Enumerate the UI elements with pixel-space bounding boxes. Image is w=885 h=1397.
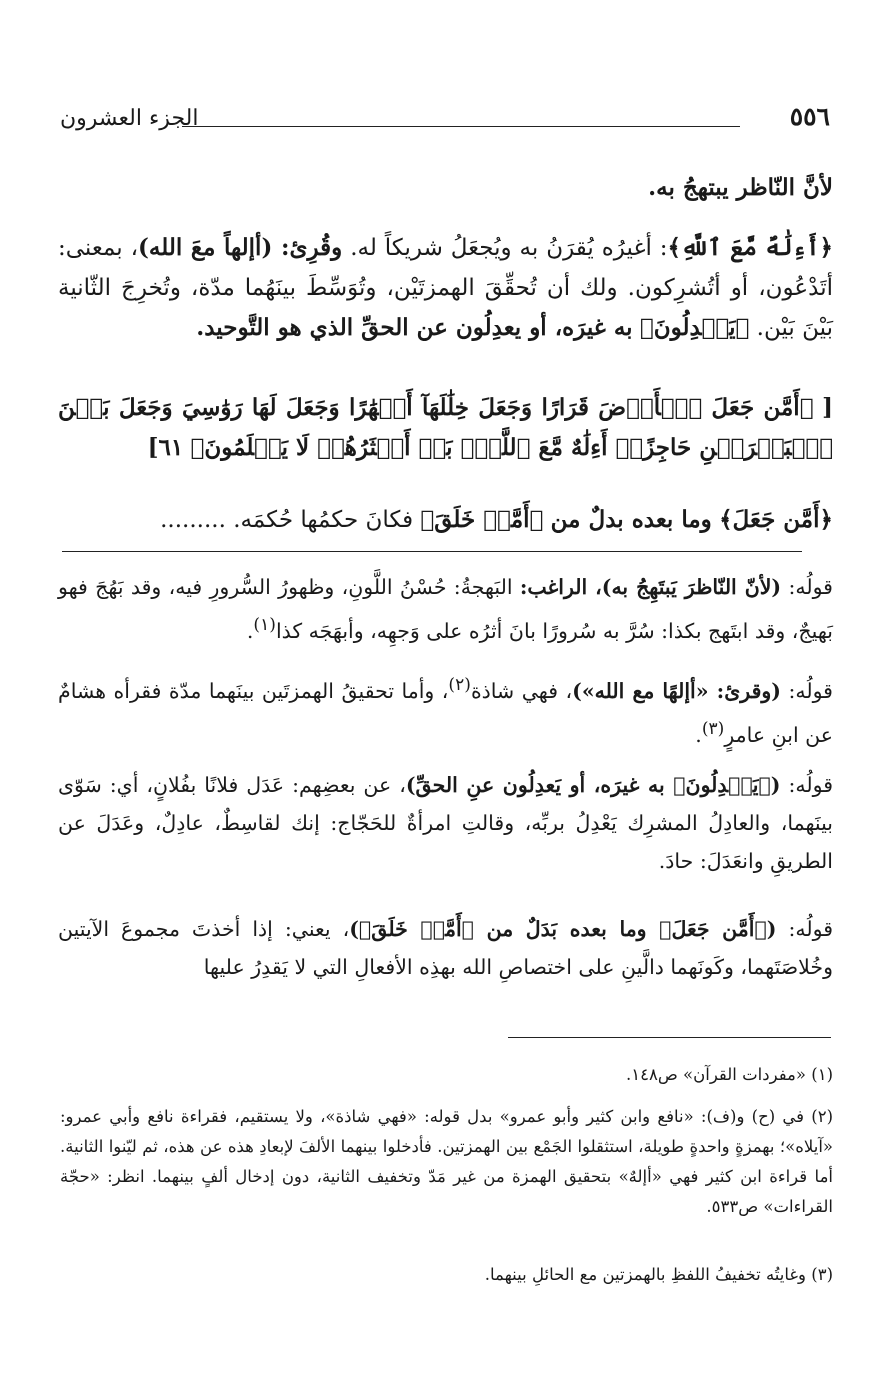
commentary-text: . <box>246 618 254 643</box>
footnote-2 <box>60 1102 833 1222</box>
main-bold-text: وما بعده بدلٌ من <box>550 506 712 533</box>
footnote-ref[interactable]: (١) <box>253 615 276 635</box>
main-text: : أغيرُه يُقرَنُ به ويُجعَلُ شريكاً له. <box>350 235 668 261</box>
footnote-rule <box>508 1037 831 1038</box>
quran-verse: ﴿أَمَّن جَعَلَ ٱلۡأَرۡضَ قَرَارًا وَجَعَلَ خِلَٰلَهَآ أَنۡهَٰرًا وَجَعَلَ لَهَا رَوَٰسِيَ وَجَعَلَ بَيۡنَ ٱلۡبَحۡرَيۡنِ حَاجِزًاۗ أَءِلَٰهٌ مَّعَ ٱللَّهِۚ بَلۡ أَكۡثَرُهُمۡ لَا يَعۡلَمُونَ﴾ <box>58 394 833 461</box>
commentary-lead: قولُه: <box>780 773 833 797</box>
quran-quote: ﴿أَءِلَٰهٌ مَّعَ ٱللَّهِ﴾ <box>667 234 834 261</box>
footnote-ref[interactable]: (٢) <box>448 675 471 695</box>
commentary-text: ، فهي شاذة <box>470 678 573 703</box>
main-paragraph-3 <box>58 500 833 540</box>
commentary-paragraph-2 <box>58 666 833 754</box>
footnote-3 <box>60 1260 833 1290</box>
main-paragraph-1 <box>58 228 833 348</box>
footnote-text: «مفردات القرآن» ص١٤٨. <box>626 1065 806 1084</box>
main-paragraph-intro <box>58 168 833 208</box>
page-header <box>60 100 830 150</box>
commentary-text: . <box>695 722 702 747</box>
footnote-text: في (ح) و(ف): «نافع وابن كثير وأبو عمرو» بدل قوله: «فهي شاذة»، ولا يستقيم، فقراءة نافع وأبي عمرو: «آيلاه»؛ بهمزةٍ واحدةٍ طويلة، استثقلوا الجَمْع بين الهمزتين. فأدخلوا بينهما الألفَ لإبعادِ هذه عن هذه، ثم ليّنوا الثانية. أما قراءة ابن كثير فهي «أإلهٌ» بتحقيق الهمزة من غير مَدّ وتخفيف الثانية، دون إدخال ألفٍ بينهما. انظر: «حجّة القراءات» ص٥٣٣. <box>60 1107 833 1216</box>
commentary-bold: (﴿يَعۡدِلُونَ﴾ به غيرَه، أو يَعدِلُون عنِ الحقِّ) <box>405 773 781 797</box>
verse-number: ٦١] <box>147 434 184 461</box>
main-bold-text: به غيرَه، أو يعدِلُون عن الحقِّ الذي هو التَّوحيد. <box>196 314 633 341</box>
footnote-number: (٢) <box>811 1107 833 1126</box>
verse-open-bracket: [ <box>822 394 833 421</box>
footnote-number: (٣) <box>811 1265 833 1284</box>
footnote-ref[interactable]: (٣) <box>701 718 725 739</box>
commentary-text: البَهجةُ: حُسْنُ اللَّونِ، وظهورُ السُّرورِ فيه، وقد بَهُجَ فهو بَهيجٌ، وقد ابتَهج بكذا: سُرَّ به سُرورًا بانَ أثرُه على وَجهِه، وأبهَجَه كذا <box>58 575 833 643</box>
commentary-bold: (وقرئ: «أإلهًا مع الله») <box>572 678 781 703</box>
commentary-bold: (﴿أَمَّن جَعَلَ﴾ وما بعده بَدَلٌ من ﴿أَمَّنۡ خَلَقَ﴾) <box>349 917 777 941</box>
page-number: ٥٥٦ <box>789 102 830 131</box>
running-title: الجزء العشرون <box>60 106 199 131</box>
commentary-lead: قولُه: <box>781 575 833 599</box>
commentary-bold: (لأنّ النّاظرَ يَبتَهِجُ به)، الراغب: <box>519 575 782 599</box>
section-divider <box>62 551 802 552</box>
quran-verse-block <box>58 388 833 468</box>
commentary-text: ، عن بعضِهم: عَدَل فلانًا بفُلانٍ، أي: سَوّى بينَهما، والعادِلُ المشرِك يَعْدِلُ بربِّه، وقالتِ امرأةٌ للحَجّاج: إنك لقاسِطٌ، عادِلٌ، وعَدَلَ عن الطريقِ وانعَدَلَ: حادَ. <box>58 773 833 873</box>
footnote-1 <box>60 1060 833 1090</box>
quran-quote: ﴿أَمَّنۡ خَلَقَ﴾ <box>420 506 544 533</box>
footnote-number: (١) <box>811 1065 833 1084</box>
header-rule <box>182 126 740 127</box>
commentary-lead: قولُه: <box>780 678 833 703</box>
commentary-lead: قولُه: <box>776 917 833 941</box>
commentary-paragraph-3 <box>58 766 833 880</box>
footnote-text: وغايتُه تخفيفُ اللفظِ بالهمزتين مع الحائلِ بينهما. <box>484 1265 806 1284</box>
commentary-paragraph-4 <box>58 910 833 986</box>
commentary-paragraph-1 <box>58 568 833 650</box>
main-intro-text: لأنَّ النّاظر يبتهجُ به. <box>648 174 833 201</box>
quran-quote: ﴿يَعۡدِلُونَ﴾ <box>639 314 750 341</box>
main-text: فكانَ حكمُها حُكمَه. ......... <box>160 507 414 533</box>
reading-variant: وقُرِئ: (أإلهاً معَ الله) <box>138 234 343 261</box>
main-text: ، بمعنى: أتَدْعُون، أو أتُشرِكون. ولك أن تُحقِّقَ الهمزتَيْن، وتُوَسِّطَ بينَهُما مدّة، وتُخرِجَ الثّانية بَيْنَ بَيْن. <box>58 235 833 341</box>
commentary-text: ، يعني: إذا أخذتَ مجموعَ الآيتين وخُلاصَتَهما، وكَونَهما دالَّينِ على اختصاصِ الله بهذِه الأفعالِ التي لا يَقدِرُ عليها <box>58 917 833 979</box>
quran-quote: ﴿أَمَّن جَعَلَ﴾ <box>719 506 833 533</box>
commentary-text: ، وأما تحقيقُ الهمزتَين بينَهما مدّة فقرأه هشامٌ عن ابنِ عامرٍ <box>58 678 833 747</box>
